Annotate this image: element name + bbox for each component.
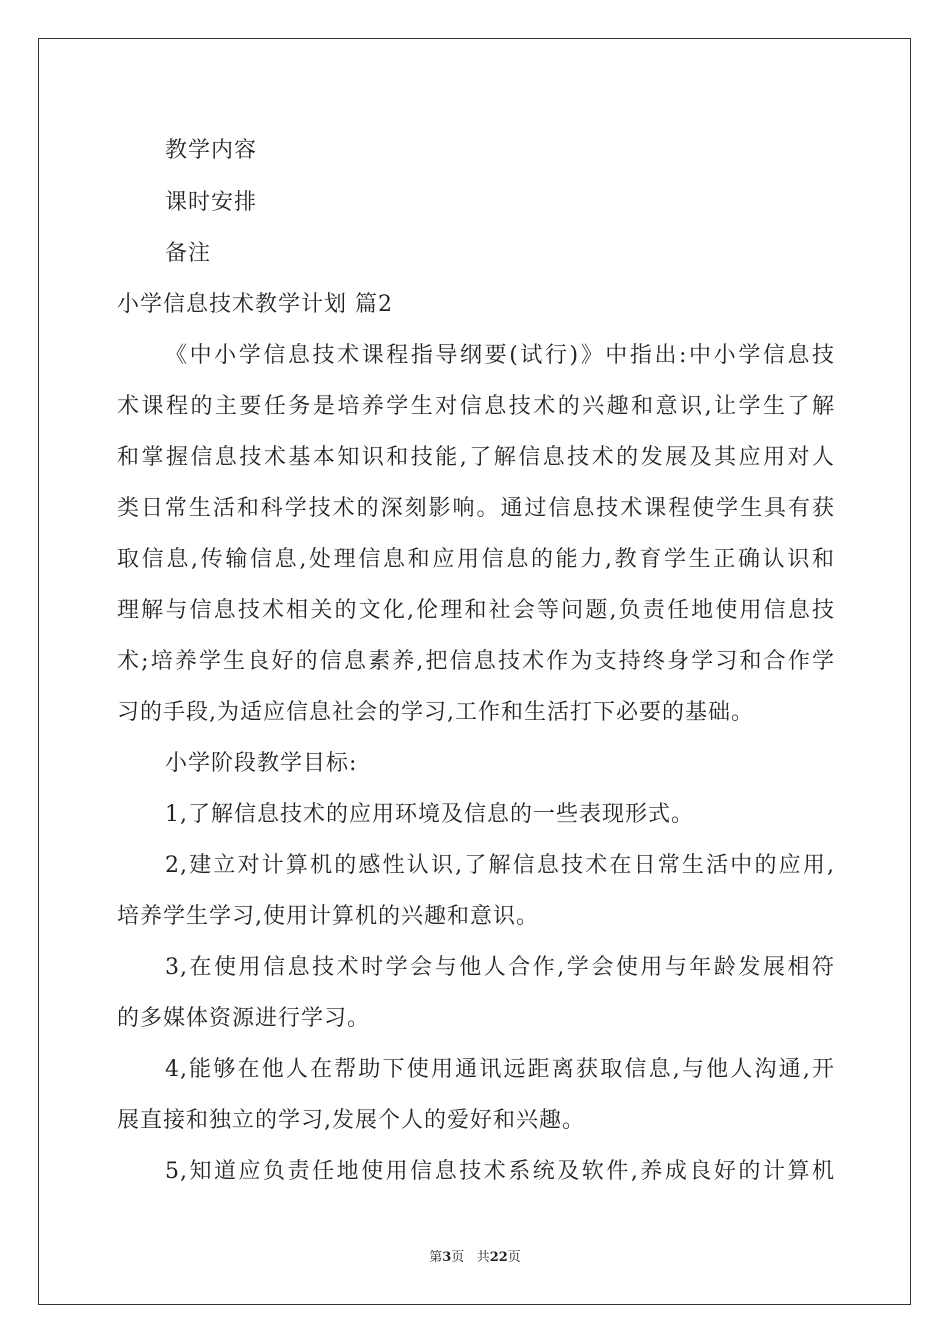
para1-line-3: 和掌握信息技术基本知识和技能,了解信息技术的发展及其应用对人 [117,445,835,470]
para1-line-2: 术课程的主要任务是培养学生对信息技术的兴趣和意识,让学生了解 [117,394,835,419]
item-schedule: 课时安排 [165,190,258,215]
goal-4-line-2: 展直接和独立的学习,发展个人的爱好和兴趣。 [117,1108,585,1133]
para1-line-8: 习的手段,为适应信息社会的学习,工作和生活打下必要的基础。 [117,700,754,725]
goal-3-line-1: 3,在使用信息技术时学会与他人合作,学会使用与年龄发展相符 [165,955,835,980]
goal-1: 1,了解信息技术的应用环境及信息的一些表现形式。 [165,802,694,827]
footer-page-prefix: 第 [429,1250,443,1265]
para1-line-7: 术;培养学生良好的信息素养,把信息技术作为支持终身学习和合作学 [117,649,835,674]
goal-3-line-2: 的多媒体资源进行学习。 [117,1006,371,1031]
goal-2-line-1: 2,建立对计算机的感性认识,了解信息技术在日常生活中的应用, [165,853,835,878]
item-notes: 备注 [165,241,212,266]
goal-5-line-1: 5,知道应负责任地使用信息技术系统及软件,养成良好的计算机 [165,1159,835,1184]
item-teaching-content: 教学内容 [165,138,258,163]
para1-line-6: 理解与信息技术相关的文化,伦理和社会等问题,负责任地使用信息技 [117,598,835,623]
footer-total-number: 22 [489,1250,508,1265]
para1-line-4: 类日常生活和科学技术的深刻影响。通过信息技术课程使学生具有获 [117,496,835,521]
goal-4-line-1: 4,能够在他人在帮助下使用通讯远距离获取信息,与他人沟通,开 [165,1057,835,1082]
footer-total-prefix: 共 [476,1250,490,1265]
section-title: 小学信息技术教学计划 篇2 [117,292,393,317]
para1-line-5: 取信息,传输信息,处理信息和应用信息的能力,教育学生正确认识和 [117,547,835,572]
footer-page-number: 3 [442,1250,452,1265]
footer-page-suffix: 页 [451,1250,465,1265]
para1-line-1: 《中小学信息技术课程指导纲要(试行)》中指出:中小学信息技 [165,343,835,368]
page-footer [0,1246,950,1265]
footer-total-suffix: 页 [507,1250,521,1265]
goal-2-line-2: 培养学生学习,使用计算机的兴趣和意识。 [117,904,539,929]
goals-heading: 小学阶段教学目标: [165,751,358,776]
